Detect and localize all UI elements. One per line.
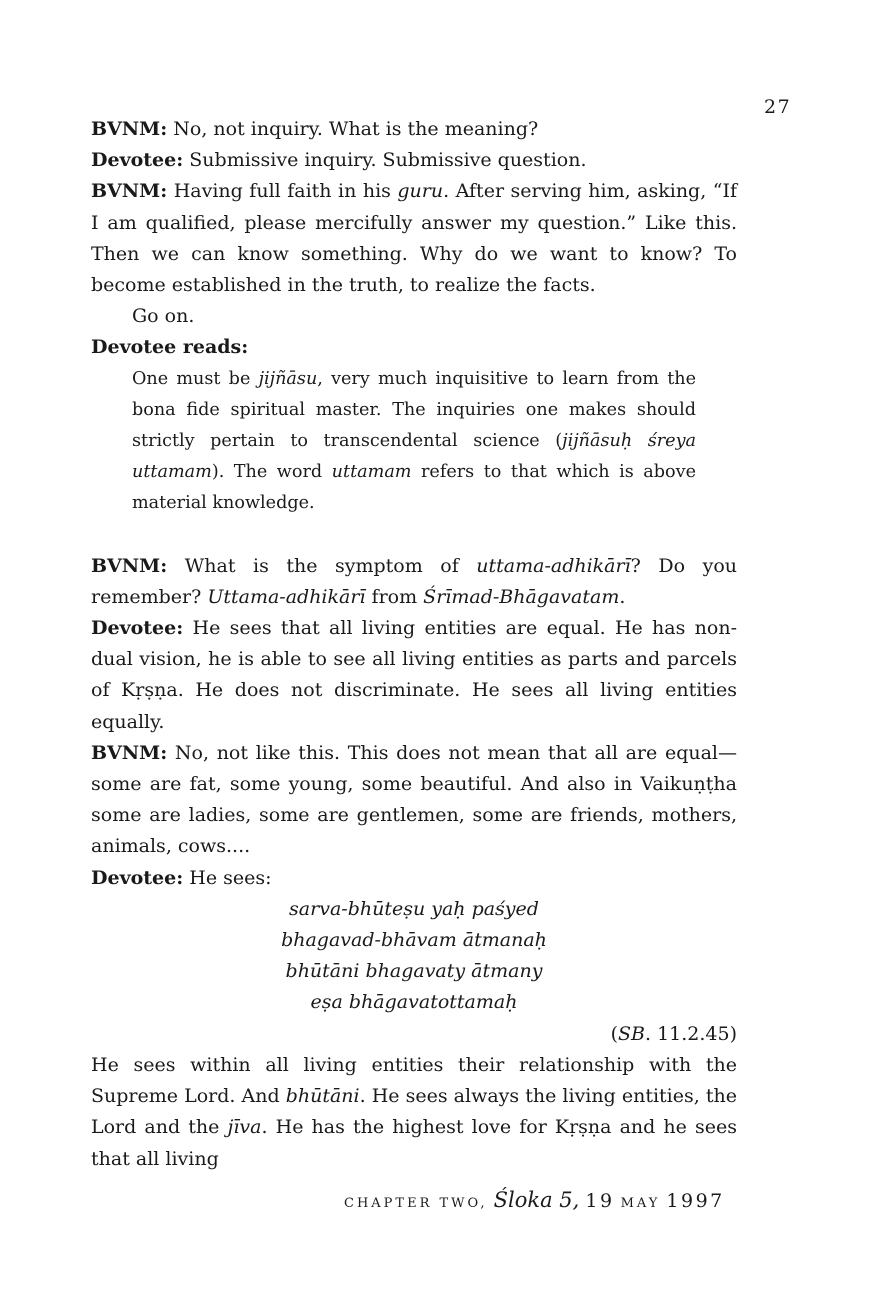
footer-day: 19: [585, 1190, 615, 1212]
paragraph-text: He sees that all living entities are equal. He has non-dual vision, he is able to see all living entities as parts and parcels of Kṛṣṇa. He does not discriminate. He sees all living entities equally.: [91, 617, 737, 733]
verse: [91, 894, 737, 1019]
italic-term: uttamam: [331, 462, 412, 483]
italic-term: jijñāsuḥ śreya uttamam: [132, 431, 696, 483]
paragraph-text: .: [619, 585, 626, 608]
paragraph: [91, 176, 737, 301]
paragraph: [91, 145, 737, 176]
paragraph-text: ? Do you remember?: [91, 554, 737, 608]
verse-line: bhagavad-bhāvam ātmanaḥ: [281, 929, 547, 952]
paragraph: [91, 738, 737, 863]
speaker-label: BVNM:: [91, 741, 168, 764]
quote-text: One must be: [132, 368, 259, 389]
paragraph: [91, 332, 737, 363]
paragraph-text: . He has the highest love for Kṛṣṇa and he sees that all living: [91, 1116, 738, 1170]
italic-term: SB: [618, 1022, 645, 1045]
quote-text: refers to that which is above material knowledge.: [132, 462, 697, 514]
paragraph: [91, 1050, 737, 1175]
footer-year: 1997: [666, 1190, 725, 1212]
italic-term: bhūtāni: [285, 1085, 360, 1108]
footer-chapter: CHAPTER TWO,: [344, 1196, 488, 1211]
verse-citation: [91, 1019, 737, 1050]
italic-term: Śrīmad-Bhāgavatam: [423, 585, 620, 608]
speaker-label: Devotee:: [91, 149, 184, 172]
page-body: [91, 114, 737, 1175]
italic-term: guru: [397, 180, 444, 203]
verse-line: bhūtāni bhagavaty ātmany: [285, 960, 543, 983]
paragraph: [91, 863, 737, 894]
paragraph-text: No, not inquiry. What is the meaning?: [167, 118, 539, 140]
italic-term: uttama-adhikārī: [476, 554, 631, 577]
italic-term: Uttama-adhikārī: [207, 585, 366, 608]
paragraph: [91, 301, 737, 332]
citation-text: (: [610, 1022, 618, 1045]
italic-term: jīva: [227, 1116, 262, 1139]
paragraph-text: Go on.: [132, 305, 195, 328]
paragraph-text: No, not like this. This does not mean that all are equal—some are fat, some young, some beautiful. And also in Vaikuṇṭha some are ladies, some are gentlemen, some are friends, mothers, animals, cows....: [91, 741, 737, 858]
italic-term: jijñāsu: [258, 368, 318, 389]
paragraph-text: . He sees always the living entities, the Lord and the: [91, 1085, 737, 1139]
paragraph-text: What is the symptom of: [167, 554, 477, 577]
speaker-label: BVNM:: [91, 118, 168, 140]
paragraph-text: He sees:: [183, 866, 272, 889]
speaker-label: Devotee:: [91, 617, 184, 640]
spacer: [91, 520, 737, 551]
footer-sloka: Śloka 5,: [493, 1188, 580, 1212]
block-quote: [132, 364, 696, 520]
paragraph-text: from: [365, 585, 424, 608]
paragraph: [91, 114, 737, 145]
speaker-label: BVNM:: [91, 180, 168, 203]
quote-text: , very much inquisitive to learn from the bona fide spiritual master. The inquiries one makes should strictly pertain to transcendental science (: [132, 368, 697, 452]
verse-line: sarva-bhūteṣu yaḥ paśyed: [289, 897, 539, 920]
paragraph: [91, 613, 737, 738]
paragraph-text: . After serving him, asking, “If I am qualified, please mercifully answer my question.” Like this. Then we can know something. Why do we want to know? To become established in the truth, to realize the facts.: [91, 180, 738, 297]
speaker-label: Devotee reads:: [91, 336, 249, 359]
paragraph-text: He sees within all living entities their relationship with the Supreme Lord. And: [91, 1053, 737, 1108]
running-footer: [344, 1188, 725, 1212]
speaker-label: Devotee:: [91, 866, 184, 889]
citation-text: . 11.2.45): [644, 1022, 737, 1045]
verse-line: eṣa bhāgavatottamaḥ: [310, 991, 518, 1014]
paragraph: [91, 551, 737, 613]
speaker-label: BVNM:: [91, 554, 168, 577]
paragraph-text: Submissive inquiry. Submissive question.: [183, 149, 587, 172]
page-number: 27: [764, 96, 792, 118]
quote-text: ). The word: [211, 462, 332, 483]
paragraph-text: Having full faith in his: [167, 180, 398, 203]
footer-month: MAY: [620, 1196, 661, 1211]
